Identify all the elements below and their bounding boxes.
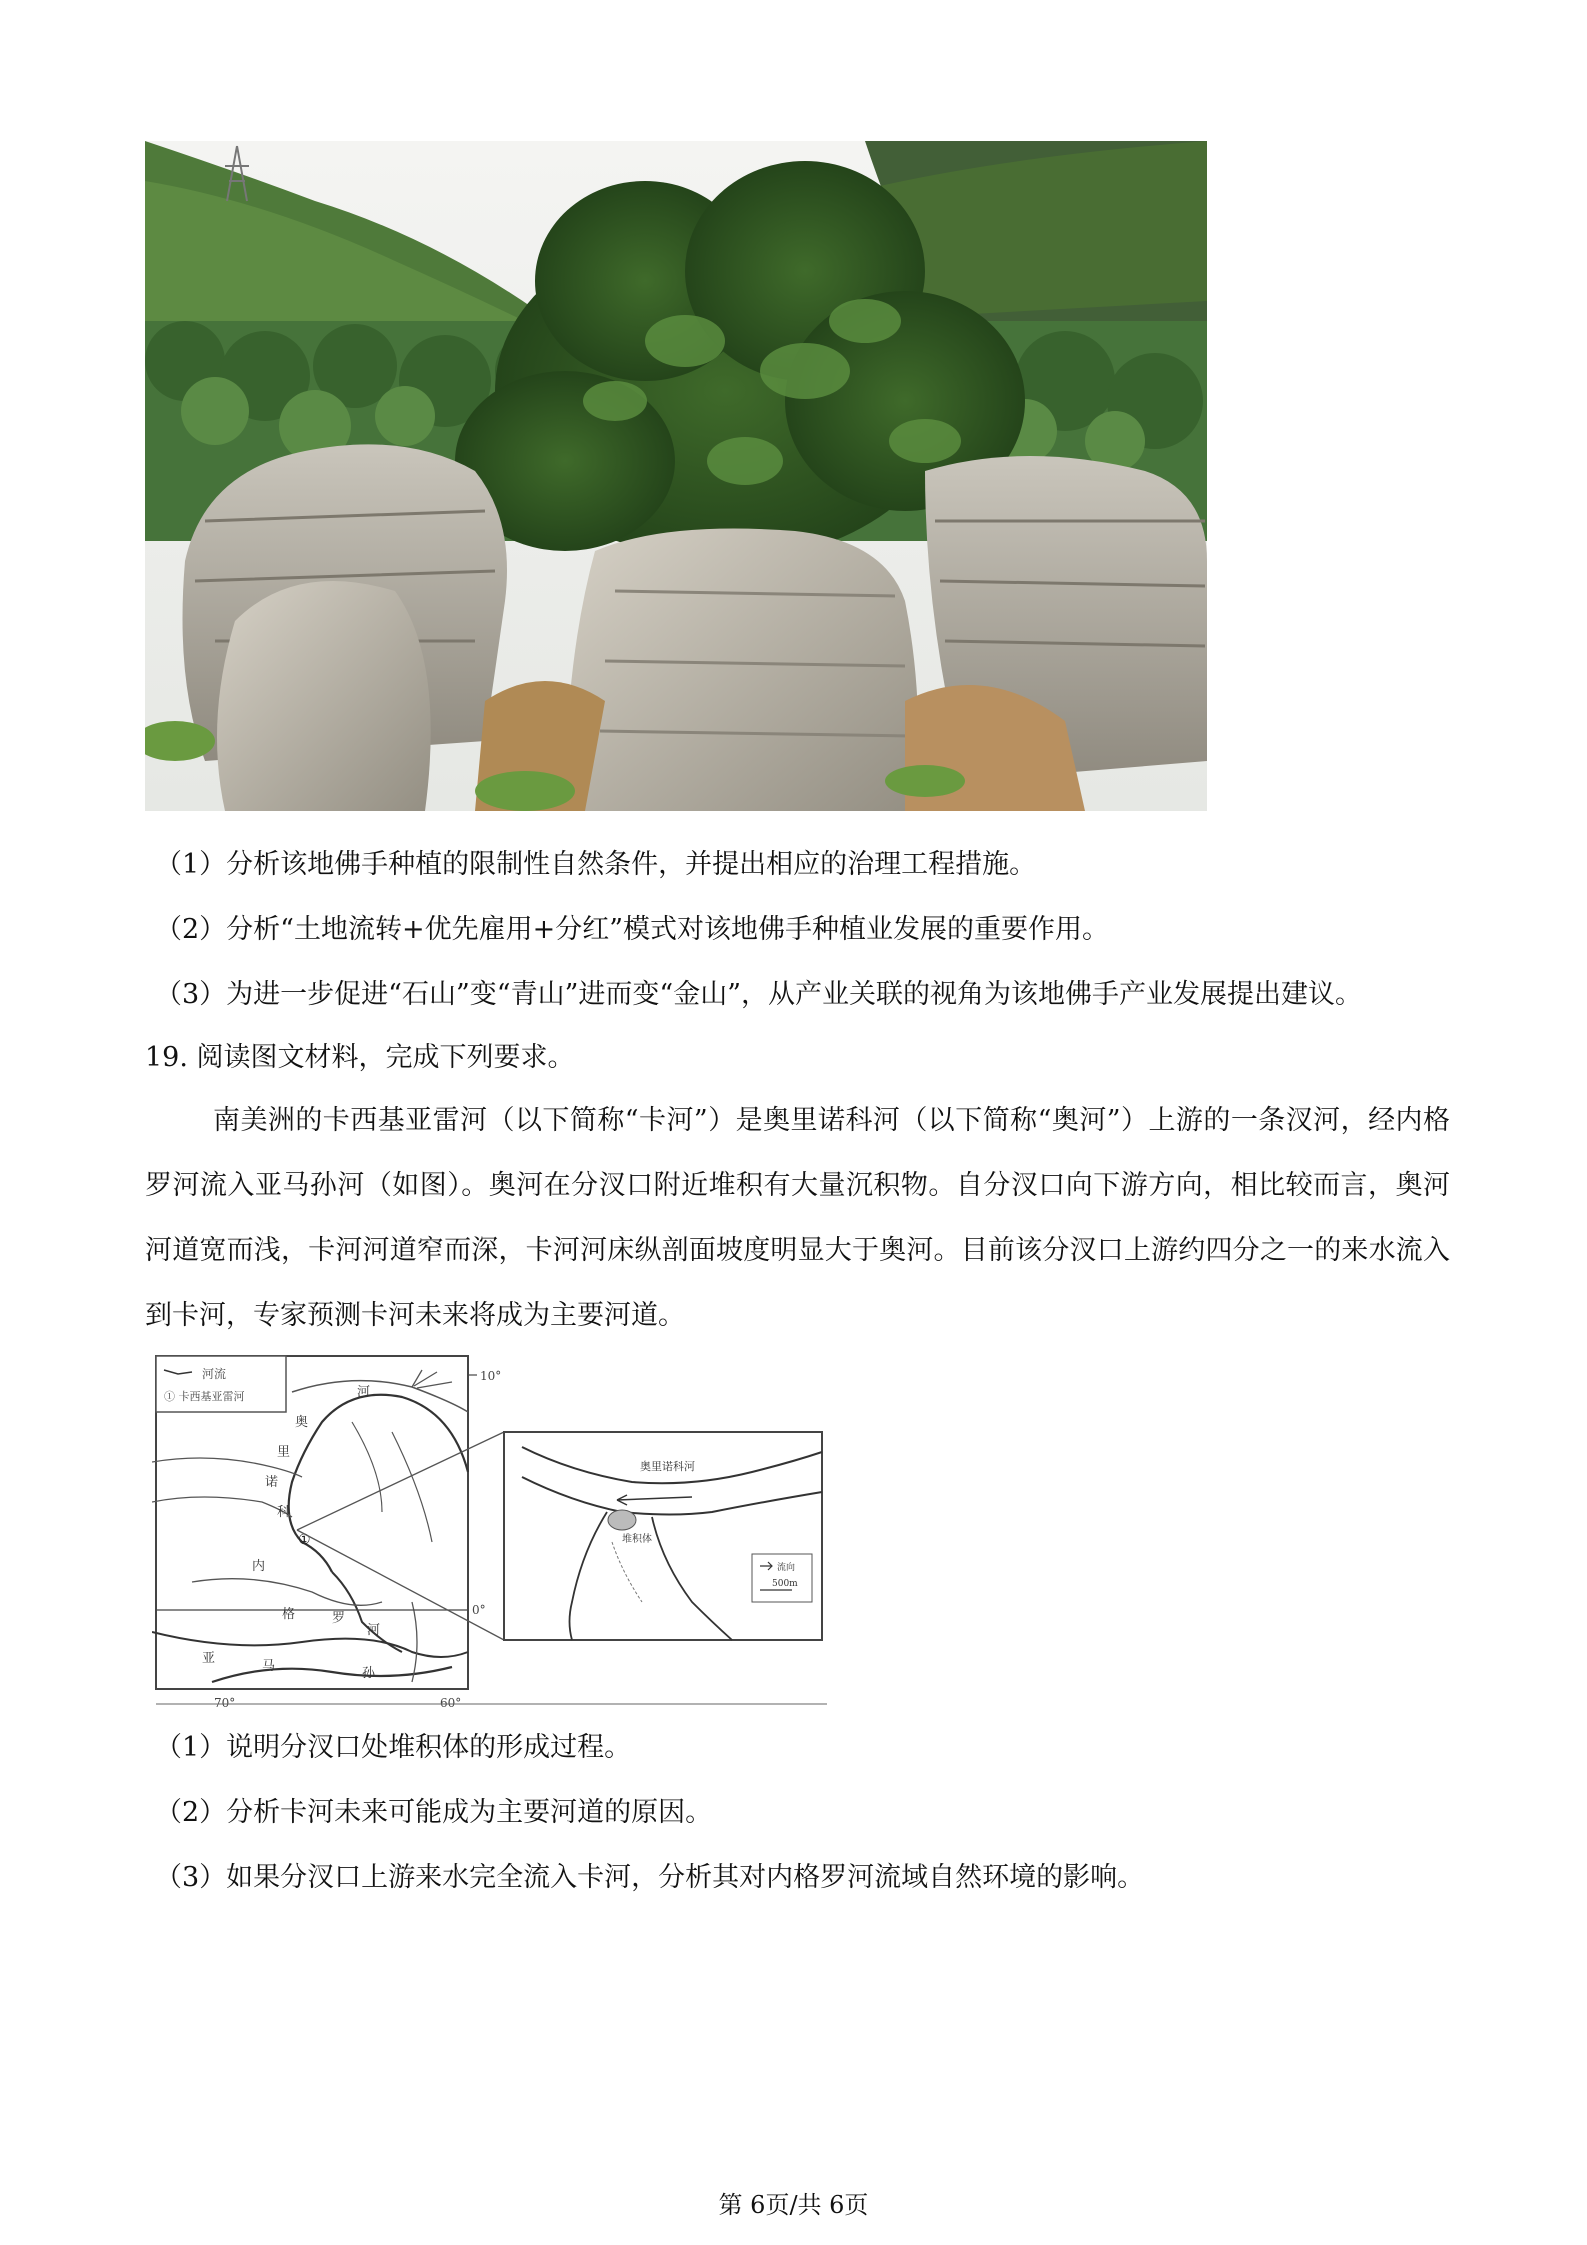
q19-material-paragraph: 南美洲的卡西基亚雷河（以下简称“卡河”）是奥里诺科河（以下简称“奥河”）上游的一条汊河，经内格罗河流入亚马孙河（如图）。奥河在分汊口附近堆积有大量沉积物。自分汊口向下游方向，相比较而言，奥河河道宽而浅，卡河河道窄而深，卡河河床纵剖面坡度明显大于奥河。目前该分汊口上游约四分之一的来水流入到卡河，专家预测卡河未来将成为主要河道。 (145, 1105, 1450, 1331)
q19-subquestion-2: （2）分析卡河未来可能成为主要河道的原因。 (155, 1797, 713, 1828)
latitude-0-label: 0° (472, 1603, 486, 1617)
inset-flow-label: 流向 (777, 1563, 796, 1573)
map-label-amazon-3: 孙 (362, 1666, 376, 1681)
inset-deposit-label: 堆积体 (622, 1534, 652, 1545)
legend-casiquiare-label: ① 卡西基亚雷河 (164, 1390, 245, 1403)
page-footer: 第 6页/共 6页 (718, 2191, 869, 2219)
inset-scale-label: 500m (772, 1579, 798, 1589)
map-label-negro-3: 罗 (332, 1611, 346, 1626)
map-label-orinoco-5: 河 (357, 1385, 371, 1400)
map-label-amazon-1: 亚 (202, 1651, 216, 1666)
longitude-60-label: 60° (440, 1696, 462, 1710)
map-label-orinoco-4: 科 (277, 1505, 291, 1520)
map-label-negro-4: 河 (367, 1623, 381, 1638)
map-label-negro-2: 格 (282, 1607, 296, 1622)
longitude-70-label: 70° (214, 1696, 236, 1710)
map-label-negro-1: 内 (252, 1559, 266, 1574)
river-map-figure (152, 1352, 827, 1710)
map-label-orinoco-1: 奥 (295, 1415, 309, 1430)
legend-river-label: 河流 (202, 1367, 227, 1381)
q19-header: 19. 阅读图文材料，完成下列要求。 (145, 1042, 575, 1073)
q18-subquestion-2: （2）分析“土地流转+优先雇用+分红”模式对该地佛手种植业发展的重要作用。 (155, 914, 1110, 945)
q18-subquestion-3: （3）为进一步促进“石山”变“青山”进而变“金山”，从产业关联的视角为该地佛手产业发展提出建议。 (155, 979, 1362, 1010)
map-label-casiquiare-marker: ① (298, 1532, 311, 1548)
q18-subquestion-1: （1）分析该地佛手种植的限制性自然条件，并提出相应的治理工程措施。 (155, 849, 1037, 880)
map-label-amazon-2: 马 (262, 1659, 276, 1674)
map-legend (156, 1356, 286, 1412)
q19-subquestion-3: （3）如果分汊口上游来水完全流入卡河，分析其对内格罗河流域自然环境的影响。 (155, 1862, 1145, 1893)
map-label-orinoco-2: 里 (277, 1445, 291, 1460)
map-label-orinoco-3: 诺 (265, 1475, 279, 1490)
q19-subquestion-1: （1）说明分汊口处堆积体的形成过程。 (155, 1732, 632, 1763)
latitude-10-label: 10° (480, 1369, 502, 1383)
inset-orinoco-label: 奥里诺科河 (640, 1460, 695, 1473)
karst-landscape-photo (145, 141, 1207, 811)
